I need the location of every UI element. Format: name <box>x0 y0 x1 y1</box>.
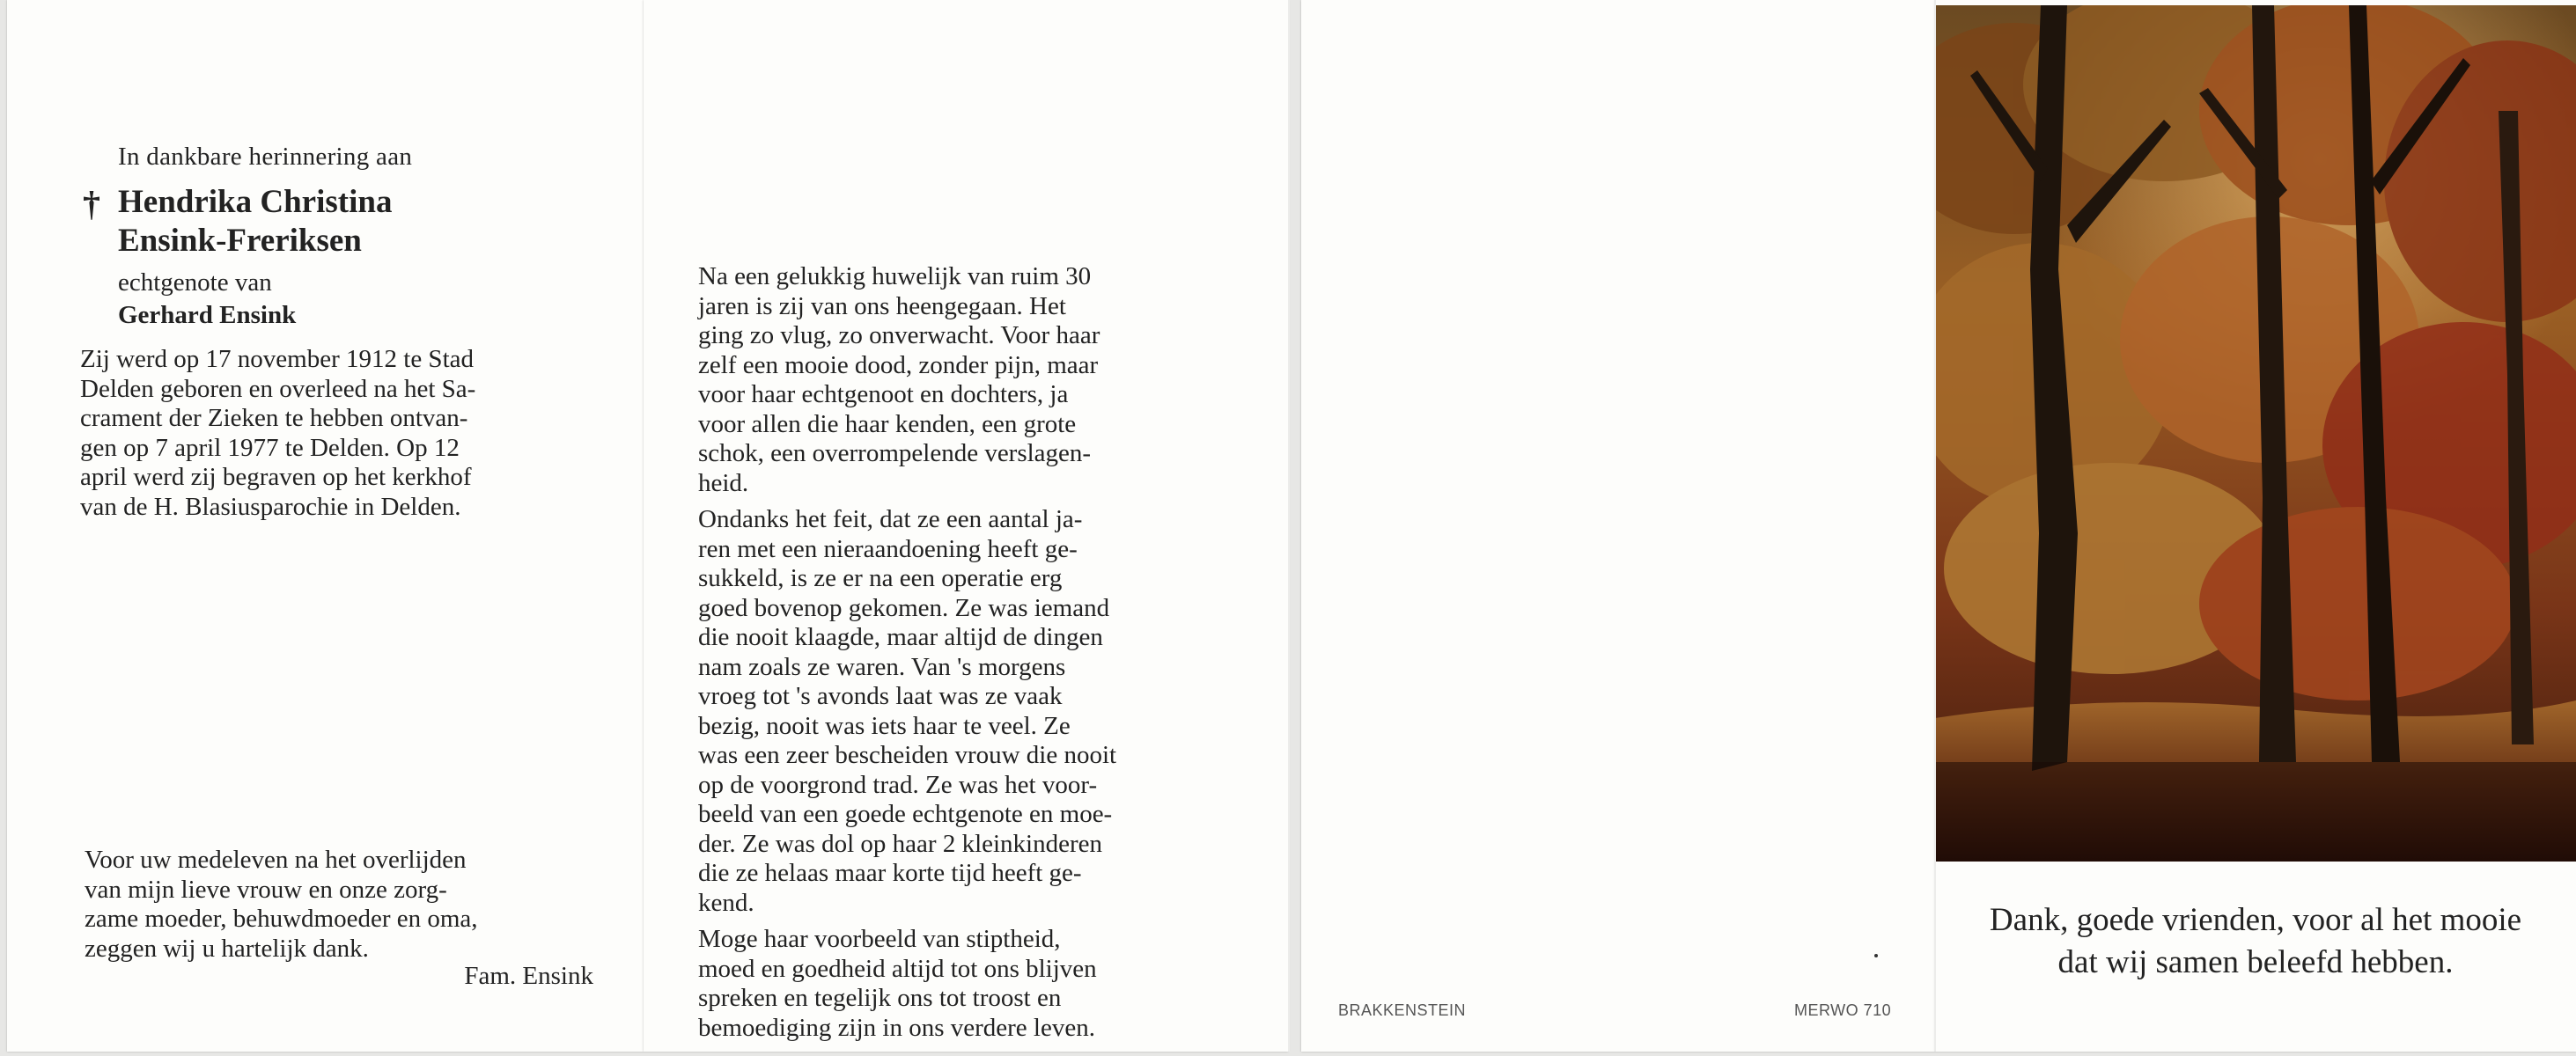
text-line: was een zeer bescheiden vrouw die nooit <box>698 741 1117 769</box>
text-line: zelf een mooie dood, zonder pijn, maar <box>698 350 1099 379</box>
spouse-name: Gerhard Ensink <box>118 301 297 329</box>
text-line: Moge haar voorbeeld van stiptheid, <box>698 925 1061 953</box>
fold-line <box>1288 0 1290 1052</box>
card-panel-back <box>1301 0 1935 1052</box>
text-line: ren met een nieraandoening heeft ge- <box>698 534 1078 563</box>
text-line: sukkeld, is ze er na een operatie erg <box>698 564 1063 592</box>
text-line: die nooit klaagde, maar altijd de dingen <box>698 623 1103 651</box>
text-line: bemoediging zijn in ons verdere leven. <box>698 1013 1095 1042</box>
deceased-name <box>118 183 392 260</box>
print-code: MERWO 710 <box>1794 1001 1892 1019</box>
bio-line: Delden geboren en overleed na het Sa- <box>80 374 476 403</box>
publisher-mark: BRAKKENSTEIN <box>1338 1001 1467 1019</box>
memorial-paragraph-2 <box>698 505 1203 918</box>
bio-line: gen op 7 april 1977 te Delden. Op 12 <box>80 433 460 462</box>
text-line: spreken en tegelijk ons tot troost en <box>698 984 1062 1012</box>
cross-icon: † <box>83 184 100 224</box>
text-line: beeld van een goede echtgenote en moe- <box>698 800 1113 828</box>
text-line: vroeg tot 's avonds laat was ze vaak <box>698 682 1063 710</box>
cover-caption <box>1935 899 2576 984</box>
text-line: bezig, nooit was iets haar te veel. Ze <box>698 711 1071 740</box>
text-line: Ondanks het feit, dat ze een aantal ja- <box>698 505 1083 533</box>
text-line: op de voorgrond trad. Ze was het voor- <box>698 770 1098 799</box>
card-panel-cover <box>1935 0 2576 1052</box>
thanks-line: zeggen wij u hartelijk dank. <box>85 934 369 963</box>
intro-text: In dankbare herinnering aan <box>118 143 413 171</box>
memorial-paragraph-1 <box>698 262 1203 498</box>
text-line: kend. <box>698 888 754 917</box>
text-line: ging zo vlug, zo onverwacht. Voor haar <box>698 321 1100 349</box>
caption-line-2: dat wij samen beleefd hebben. <box>2057 944 2454 980</box>
thanks-paragraph <box>85 846 593 964</box>
bio-line: crament der Zieken te hebben ontvan- <box>80 404 468 432</box>
bio-line: Zij werd op 17 november 1912 te Stad <box>80 345 474 373</box>
biography-paragraph <box>80 345 589 522</box>
spouse-label: echtgenote van <box>118 268 272 297</box>
card-panel-left <box>7 0 644 1052</box>
autumn-forest-photo-icon <box>1935 5 2576 862</box>
text-line: jaren is zij van ons heengegaan. Het <box>698 291 1066 320</box>
text-line: goed bovenop gekomen. Ze was iemand <box>698 593 1110 622</box>
bio-line: april werd zij begraven op het kerkhof <box>80 463 472 491</box>
card-panel-inner <box>644 0 1288 1052</box>
deceased-name-line2: Ensink-Freriksen <box>118 223 362 259</box>
text-line: heid. <box>698 468 749 497</box>
text-line: Na een gelukkig huwelijk van ruim 30 <box>698 262 1092 290</box>
print-speck <box>1874 954 1878 957</box>
text-line: voor haar echtgenoot en dochters, ja <box>698 380 1069 408</box>
thanks-line: Voor uw medeleven na het overlijden <box>85 846 467 874</box>
text-line: voor allen die haar kenden, een grote <box>698 409 1077 438</box>
text-line: schok, een overrompelende verslagen- <box>698 439 1092 467</box>
deceased-name-line1: Hendrika Christina <box>118 184 393 220</box>
family-signature: Fam. Ensink <box>464 962 593 990</box>
thanks-line: zame moeder, behuwdmoeder en oma, <box>85 905 478 933</box>
text-line: moed en goedheid altijd tot ons blijven <box>698 954 1097 983</box>
fold-line <box>1934 0 1936 1052</box>
thanks-line: van mijn lieve vrouw en onze zorg- <box>85 875 447 904</box>
caption-line-1: Dank, goede vrienden, voor al het mooie <box>1989 902 2522 938</box>
memorial-text <box>698 262 1203 1050</box>
text-line: nam zoals ze waren. Van 's morgens <box>698 652 1066 681</box>
text-line: der. Ze was dol op haar 2 kleinkinderen <box>698 829 1103 858</box>
text-line: die ze helaas maar korte tijd heeft ge- <box>698 859 1082 887</box>
memorial-paragraph-3 <box>698 925 1203 1043</box>
bio-line: van de H. Blasiusparochie in Delden. <box>80 492 461 521</box>
